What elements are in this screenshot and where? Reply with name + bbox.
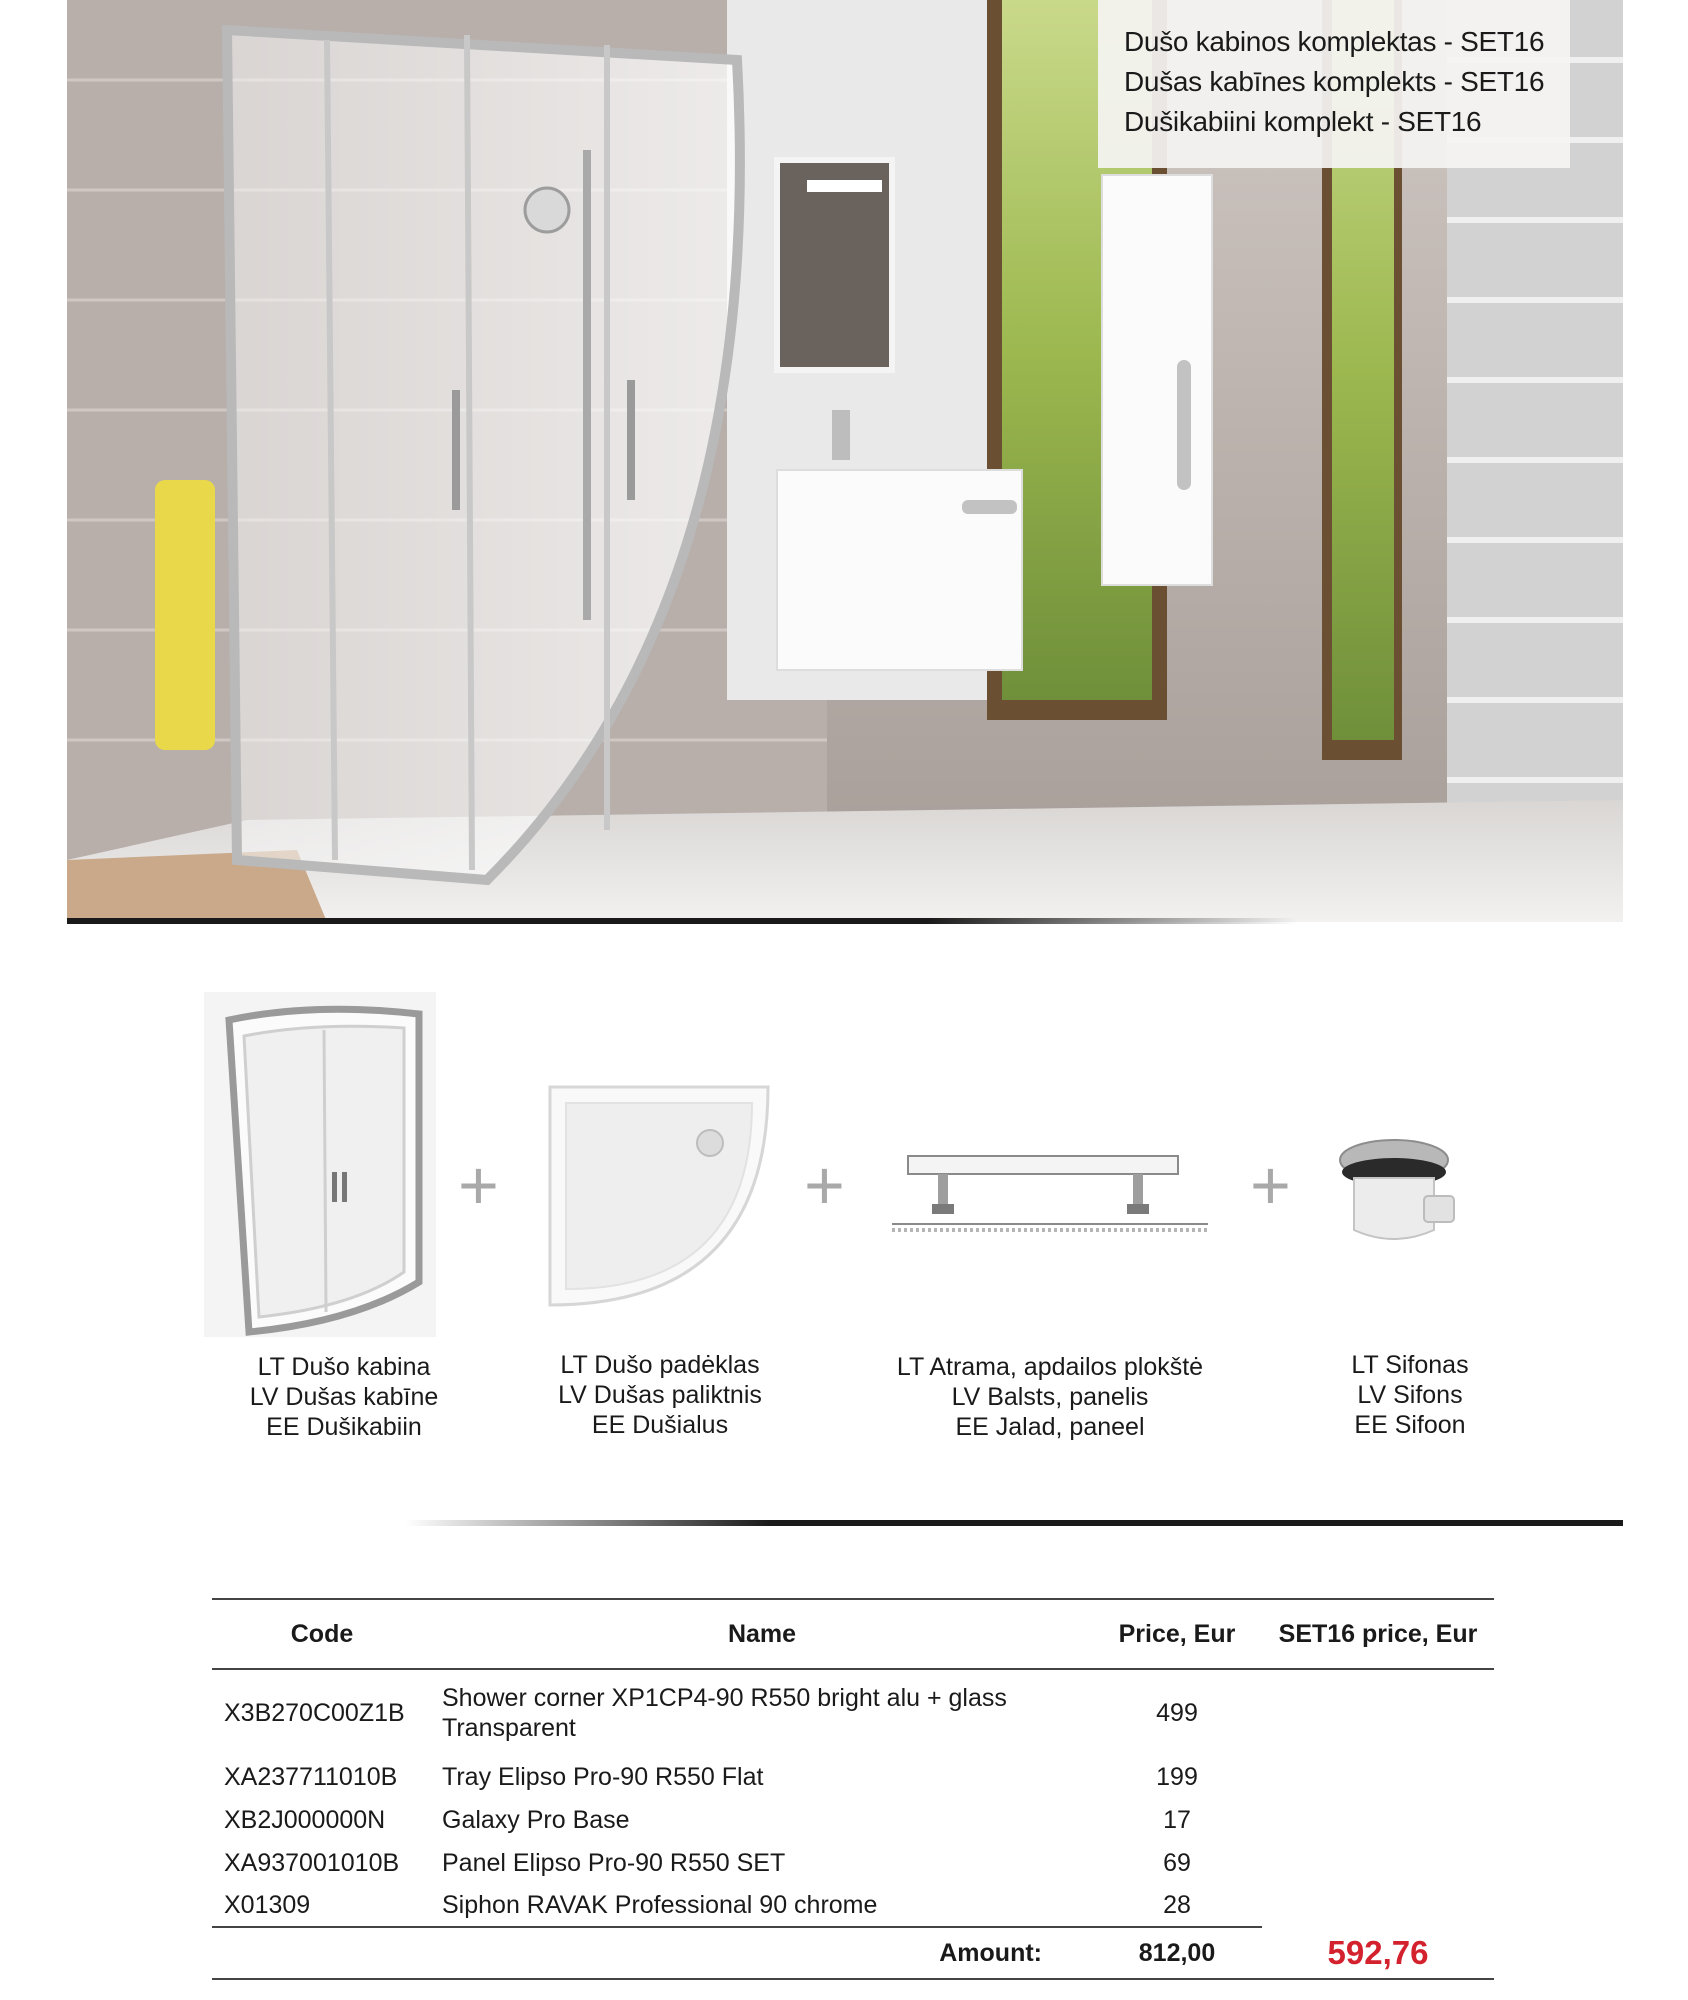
label-lt: LT Dušo kabina	[257, 1353, 431, 1381]
table-row	[212, 1669, 1494, 1755]
column-header-code: Code	[212, 1599, 432, 1669]
label-lv: LV Dušas kabīne	[249, 1383, 439, 1411]
siphon-image	[1336, 1138, 1458, 1250]
column-header-price: Price, Eur	[1092, 1599, 1262, 1669]
price-cell: 28	[1163, 1891, 1191, 1919]
column-header-name: Name	[432, 1599, 1092, 1669]
name-cell: Siphon RAVAK Professional 90 chrome	[442, 1891, 878, 1919]
label-ee: EE Jalad, paneel	[955, 1413, 1145, 1441]
component-label-shower-cabin	[204, 1352, 484, 1442]
name-cell: Galaxy Pro Base	[442, 1805, 630, 1834]
price-cell: 17	[1163, 1805, 1191, 1834]
shower-tray-image	[548, 1085, 770, 1307]
code-cell: X01309	[224, 1891, 311, 1919]
name-cell: Tray Elipso Pro-90 R550 Flat	[442, 1762, 764, 1791]
name-cell	[432, 1669, 1092, 1755]
price-cell: 199	[1156, 1762, 1198, 1791]
price-cell: 499	[1156, 1698, 1198, 1727]
tray-base-panel-image	[888, 1152, 1216, 1242]
set-title-lt: Dušo kabinos komplektas - SET16	[1124, 26, 1545, 57]
code-cell: XB2J000000N	[224, 1805, 386, 1834]
component-label-base-panel	[860, 1352, 1240, 1442]
plus-icon: +	[804, 1146, 845, 1224]
amount-total: 812,00	[1092, 1927, 1262, 1979]
table-header-row	[212, 1599, 1494, 1669]
name-line: Transparent	[442, 1713, 576, 1742]
column-header-set-price: SET16 price, Eur	[1262, 1599, 1494, 1669]
label-lv: LV Sifons	[1357, 1381, 1463, 1409]
plus-icon: +	[1250, 1146, 1291, 1224]
code-cell: X3B270C00Z1B	[224, 1698, 405, 1727]
amount-row	[212, 1927, 1494, 1979]
plus-icon: +	[458, 1146, 499, 1224]
name-cell: Panel Elipso Pro-90 R550 SET	[442, 1848, 786, 1877]
label-ee: EE Dušikabiin	[266, 1413, 422, 1441]
set-title-ee: Dušikabiini komplekt - SET16	[1124, 106, 1482, 137]
amount-label: Amount:	[212, 1927, 1092, 1979]
label-lt: LT Sifonas	[1351, 1351, 1469, 1379]
divider	[405, 1520, 1623, 1526]
label-lv: LV Dušas paliktnis	[558, 1381, 762, 1409]
name-line: Shower corner XP1CP4-90 R550 bright alu + glass	[442, 1683, 1007, 1712]
label-lv: LV Balsts, panelis	[951, 1383, 1149, 1411]
label-lt: LT Atrama, apdailos plokštė	[896, 1353, 1204, 1381]
label-ee: EE Dušialus	[591, 1411, 729, 1439]
component-label-shower-tray	[520, 1350, 800, 1440]
label-lt: LT Dušo padėklas	[560, 1351, 760, 1379]
shower-cabin-image	[204, 992, 436, 1337]
set-total-price: 592,76	[1262, 1927, 1494, 1979]
divider	[67, 918, 1297, 924]
code-cell: XA937001010B	[224, 1848, 400, 1877]
component-label-siphon	[1290, 1350, 1530, 1440]
set-price-cell	[1262, 1669, 1494, 1927]
set-title-lv: Dušas kabīnes komplekts - SET16	[1124, 66, 1545, 97]
code-cell: XA237711010B	[224, 1762, 398, 1791]
price-table	[212, 1598, 1494, 1980]
set-title-panel	[1098, 0, 1570, 168]
label-ee: EE Sifoon	[1354, 1411, 1466, 1439]
price-cell: 69	[1163, 1848, 1191, 1877]
